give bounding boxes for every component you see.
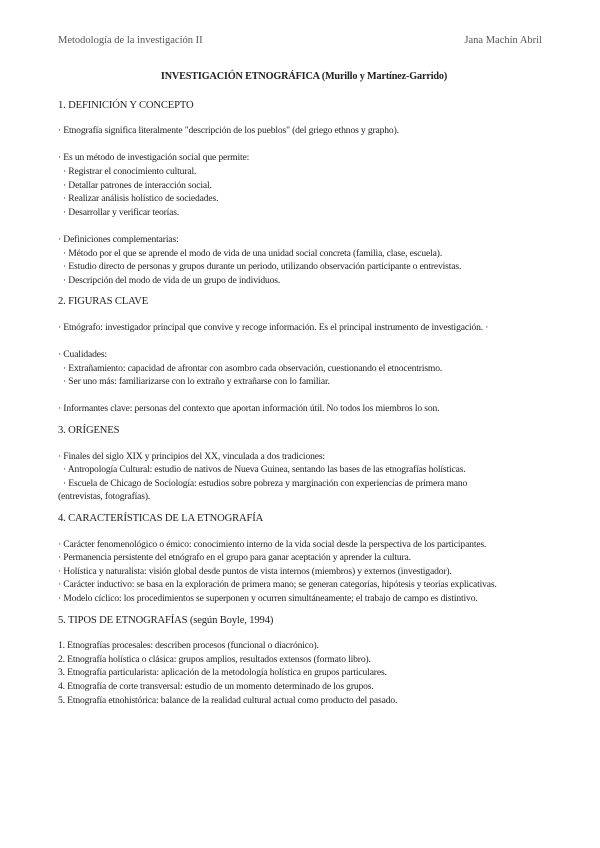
list-item: · Permanencia persistente del etnógrafo en el grupo para ganar aceptación y aprender la cultura. <box>58 552 411 564</box>
list-item: · Carácter fenomenológico o émico: conocimiento interno de la vida social desde la perspectiva de los participantes. <box>58 538 487 550</box>
header-course: Metodología de la investigación II <box>58 35 203 46</box>
list-item: · Registrar el conocimiento cultural. <box>63 165 197 177</box>
list-item: · Estudio directo de personas y grupos durante un periodo, utilizando observación participante o entrevistas. <box>63 261 462 273</box>
paragraph: · Informantes clave: personas del contexto que aportan información útil. No todos los miembros lo son. <box>58 403 440 415</box>
list-item: 4. Etnografía de corte transversal: estudio de un momento determinado de los grupos. <box>58 680 374 692</box>
list-item: · Holística y naturalista: visión global desde puntos de vista internos (miembros) y externos (investigador). <box>58 565 452 577</box>
list-item: · Detallar patrones de interacción social. <box>63 179 212 191</box>
list-item: · Modelo cíclico: los procedimientos se superponen y ocurren simultáneamente; el trabajo de campo es distintivo. <box>58 593 478 604</box>
paragraph: · Es un método de investigación social que permite: <box>58 152 250 164</box>
paragraph: · Definiciones complementarias: <box>58 233 179 245</box>
section-heading: 1. DEFINICIÓN Y CONCEPTO <box>58 99 194 111</box>
paragraph: · Etnógrafo: investigador principal que convive y recoge información. Es el principal instrumento de investigación. · <box>58 321 489 333</box>
paragraph: · Finales del siglo XIX y principios del XX, vinculada a dos tradiciones: <box>58 450 325 462</box>
list-item: · Carácter inductivo: se basa en la exploración de primera mano; se generan categorías, hipótesis y teorías explicativas. <box>58 579 497 591</box>
list-item-continuation: (entrevistas, fotografías). <box>58 491 151 503</box>
list-item: 3. Etnografía particularista: aplicación de la metodología holística en grupos particulares. <box>58 667 387 679</box>
document-title: INVESTIGACIÓN ETNOGRÁFICA (Murillo y Martínez-Garrido) <box>160 71 448 82</box>
document-body <box>58 70 550 707</box>
list-item: · Descripción del modo de vida de un grupo de individuos. <box>63 274 281 286</box>
section-heading: 2. FIGURAS CLAVE <box>58 296 149 308</box>
list-item: · Ser uno más: familiarizarse con lo extraño y extrañarse con lo familiar. <box>63 376 330 388</box>
paragraph: · Etnografía significa literalmente "descripción de los pueblos" (del griego ethnos y grapho). <box>58 125 399 137</box>
list-item: · Método por el que se aprende el modo de vida de una unidad social concreta (familia, clase, escuela). <box>63 247 443 259</box>
paragraph: · Cualidades: <box>58 349 107 361</box>
list-item: · Desarrollar y verificar teorías. <box>63 206 180 218</box>
list-item: · Extrañamiento: capacidad de afrontar con asombro cada observación, cuestionando el etnocentrismo. <box>63 362 443 374</box>
header-author: Jana Machín Abril <box>464 35 542 46</box>
list-item: · Escuela de Chicago de Sociología: estudios sobre pobreza y marginación con experiencias de primera mano <box>63 477 468 489</box>
list-item: 5. Etnografía etnohistórica: balance de la realidad cultural actual como producto del pasado. <box>58 694 398 706</box>
section-heading: 4. CARACTERÍSTICAS DE LA ETNOGRAFÍA <box>58 513 264 525</box>
list-item: · Antropología Cultural: estudio de nativos de Nueva Guinea, sentando las bases de las etnografías holísticas. <box>63 464 466 476</box>
section-heading: 5. TIPOS DE ETNOGRAFÍAS (según Boyle, 1994) <box>58 614 274 626</box>
list-item: 2. Etnografía holística o clásica: grupos amplios, resultados extensos (formato libro). <box>58 653 371 665</box>
section-heading: 3. ORÍGENES <box>58 425 120 437</box>
list-item: 1. Etnografías procesales: describen procesos (funcional o diacrónico). <box>58 640 319 652</box>
list-item: · Realizar análisis holístico de sociedades. <box>63 193 219 205</box>
